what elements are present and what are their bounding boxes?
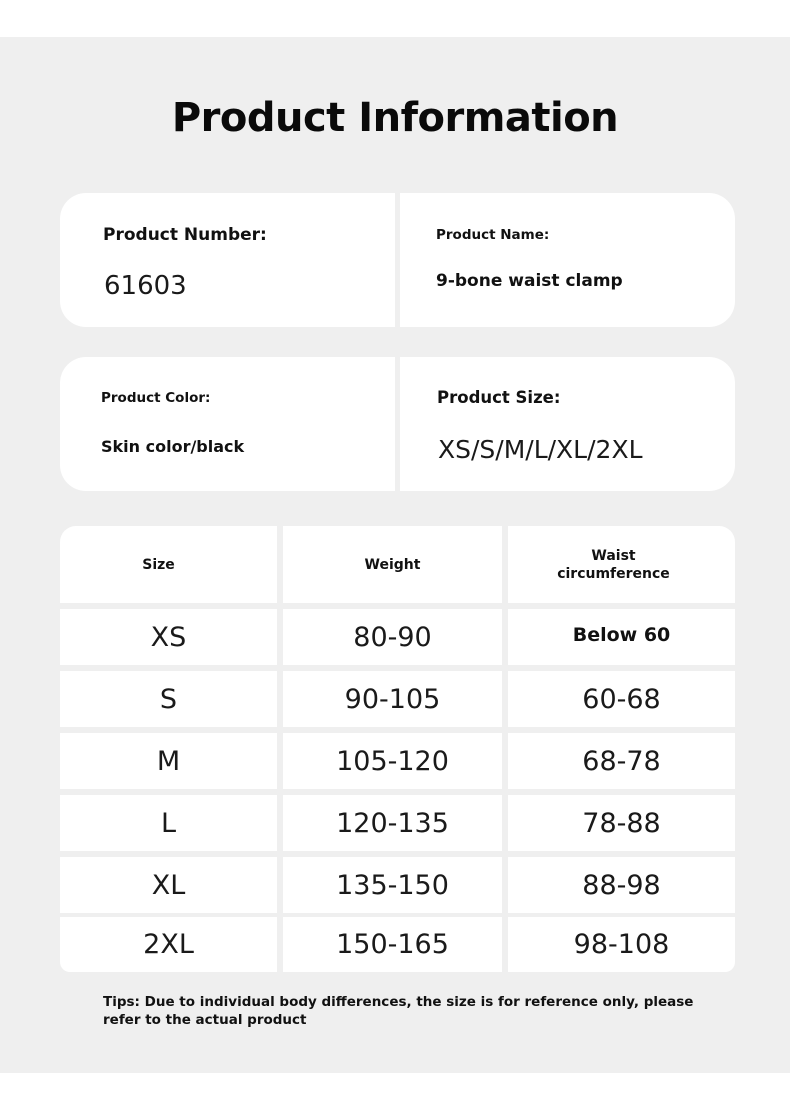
table-row-m-weight xyxy=(283,733,502,789)
size-tips-note: Tips: Due to individual body differences, the size is for reference only, please refer to the actual product xyxy=(103,994,694,1028)
table-row-m-waist xyxy=(508,733,735,789)
table-row-xl-size xyxy=(60,857,277,913)
product-color-card xyxy=(60,357,395,491)
cell-text: L xyxy=(160,807,177,839)
cell-text: S xyxy=(159,683,178,715)
cell-text: 2XL xyxy=(143,929,194,960)
table-row-xl-waist xyxy=(508,857,735,913)
product-name-label: Product Name: xyxy=(436,227,550,243)
table-row-xs-size xyxy=(60,609,277,665)
product-number-label: Product Number: xyxy=(103,225,267,245)
cell-text: 120-135 xyxy=(336,807,449,839)
product-size-label: Product Size: xyxy=(437,388,561,407)
cell-text: 150-165 xyxy=(336,929,449,960)
header-weight-label: Weight xyxy=(364,556,421,573)
cell-text: 105-120 xyxy=(336,745,449,777)
product-color-value: Skin color/black xyxy=(101,437,245,456)
header-waist xyxy=(508,526,735,603)
cell-text: Below 60 xyxy=(572,624,671,646)
table-row-2xl-size xyxy=(60,917,277,972)
table-row-s-waist xyxy=(508,671,735,727)
table-row-s-weight xyxy=(283,671,502,727)
table-row-l-weight xyxy=(283,795,502,851)
cell-text: 78-88 xyxy=(582,807,661,839)
product-color-label: Product Color: xyxy=(101,390,211,406)
page-title: Product Information xyxy=(171,95,619,141)
header-waist-label: Waist circumference xyxy=(557,547,670,582)
product-number-card xyxy=(60,193,395,327)
product-size-value: XS/S/M/L/XL/2XL xyxy=(438,435,643,464)
product-number-value: 61603 xyxy=(104,271,187,301)
table-row-l-waist xyxy=(508,795,735,851)
table-row-s-size xyxy=(60,671,277,727)
table-row-xs-weight xyxy=(283,609,502,665)
product-name-card xyxy=(400,193,735,327)
product-name-value: 9-bone waist clamp xyxy=(436,271,623,291)
table-row-xl-weight xyxy=(283,857,502,913)
cell-text: XL xyxy=(151,869,186,901)
cell-text: 135-150 xyxy=(336,869,449,901)
cell-text: 80-90 xyxy=(353,621,432,653)
cell-text: 98-108 xyxy=(573,929,670,960)
table-row-m-size xyxy=(60,733,277,789)
cell-text: 88-98 xyxy=(582,869,661,901)
cell-text: XS xyxy=(150,621,187,653)
product-size-card xyxy=(400,357,735,491)
cell-text: 68-78 xyxy=(582,745,661,777)
table-row-2xl-waist xyxy=(508,917,735,972)
table-row-xs-waist xyxy=(508,609,735,665)
table-row-2xl-weight xyxy=(283,917,502,972)
cell-text: 60-68 xyxy=(582,683,661,715)
cell-text: M xyxy=(156,745,181,777)
header-size xyxy=(60,526,277,603)
table-row-l-size xyxy=(60,795,277,851)
cell-text: 90-105 xyxy=(344,683,441,715)
header-size-label: Size xyxy=(142,556,175,573)
header-weight xyxy=(283,526,502,603)
